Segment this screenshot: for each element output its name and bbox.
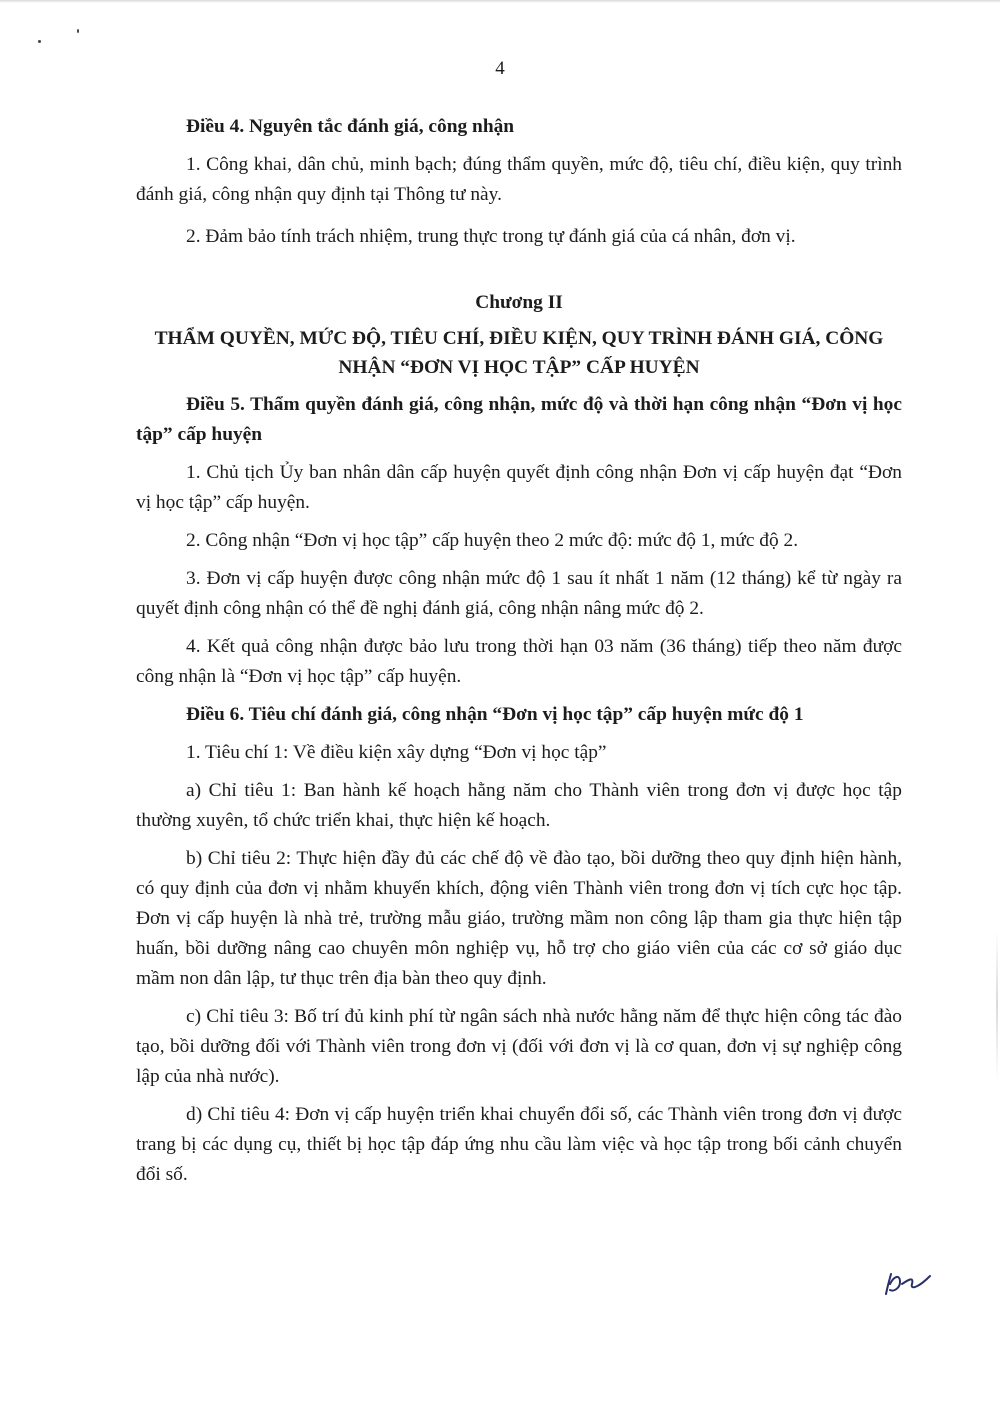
article-5-item-1: 1. Chủ tịch Ủy ban nhân dân cấp huyện quyết định công nhận Đơn vị cấp huyện đạt “Đơn vị học tập” cấp huyện. [136, 462, 902, 513]
article-5-item-4: 4. Kết quả công nhận được bảo lưu trong thời hạn 03 năm (36 tháng) tiếp theo năm được công nhận là “Đơn vị học tập” cấp huyện. [136, 636, 902, 687]
article-5-item-3: 3. Đơn vị cấp huyện được công nhận mức độ 1 sau ít nhất 1 năm (12 tháng) kể từ ngày ra quyết định công nhận có thể đề nghị đánh giá, công nhận nâng mức độ 2. [136, 568, 902, 619]
article-6-indicator-a: a) Chỉ tiêu 1: Ban hành kế hoạch hằng năm cho Thành viên trong đơn vị được học tập thường xuyên, tổ chức triển khai, thực hiện kế hoạch. [136, 780, 902, 831]
chapter-label: Chương II [475, 292, 563, 313]
chapter-title: THẨM QUYỀN, MỨC ĐỘ, TIÊU CHÍ, ĐIỀU KIỆN, QUY TRÌNH ĐÁNH GIÁ, CÔNG NHẬN “ĐƠN VỊ HỌC TẬP” CẤP HUYỆN [154, 328, 884, 378]
page-number: 4 [495, 58, 505, 79]
scan-speck [77, 29, 79, 33]
document-body [136, 112, 902, 1190]
handwritten-initials-icon [878, 1262, 938, 1306]
scan-speck [38, 40, 41, 43]
article-4-item-2: 2. Đảm bảo tính trách nhiệm, trung thực trong tự đánh giá của cá nhân, đơn vị. [186, 226, 796, 247]
article-6-indicator-c: c) Chỉ tiêu 3: Bố trí đủ kinh phí từ ngân sách nhà nước hằng năm để thực hiện công tác đào tạo, bồi dưỡng đối với Thành viên trong đơn vị (đối với đơn vị là cơ quan, đơn vị sự nghiệp công lập của nhà nước). [136, 1006, 902, 1087]
article-6-criterion-1: 1. Tiêu chí 1: Về điều kiện xây dựng “Đơn vị học tập” [186, 742, 607, 763]
article-4-heading: Điều 4. Nguyên tắc đánh giá, công nhận [186, 116, 515, 137]
article-5-heading: Điều 5. Thẩm quyền đánh giá, công nhận, mức độ và thời hạn công nhận “Đơn vị học tập” cấp huyện [136, 394, 902, 445]
article-4-item-1: 1. Công khai, dân chủ, minh bạch; đúng thẩm quyền, mức độ, tiêu chí, điều kiện, quy trình đánh giá, công nhận quy định tại Thông tư này. [136, 154, 902, 205]
article-5-item-2: 2. Công nhận “Đơn vị học tập” cấp huyện theo 2 mức độ: mức độ 1, mức độ 2. [186, 530, 799, 551]
article-6-heading: Điều 6. Tiêu chí đánh giá, công nhận “Đơn vị học tập” cấp huyện mức độ 1 [186, 704, 804, 725]
article-6-indicator-d: d) Chỉ tiêu 4: Đơn vị cấp huyện triển khai chuyển đổi số, các Thành viên trong đơn vị được trang bị các dụng cụ, thiết bị học tập đáp ứng nhu cầu làm việc và học tập trong bối cảnh chuyển đổi số. [136, 1104, 902, 1185]
scan-margin-mark [996, 930, 998, 1080]
article-6-indicator-b: b) Chỉ tiêu 2: Thực hiện đầy đủ các chế độ về đào tạo, bồi dưỡng theo quy định hiện hành, có quy định của đơn vị nhằm khuyến khích, động viên Thành viên trong đơn vị tích cực học tập. Đơn vị cấp huyện là nhà trẻ, trường mẫu giáo, trường mầm non công lập tham gia thực hiện tập huấn, bồi dưỡng nâng cao chuyên môn nghiệp vụ, hỗ trợ cho giáo viên của các cơ sở giáo dục mầm non dân lập, tư thục trên địa bàn theo quy định. [136, 848, 902, 989]
scan-top-edge [0, 0, 1000, 3]
